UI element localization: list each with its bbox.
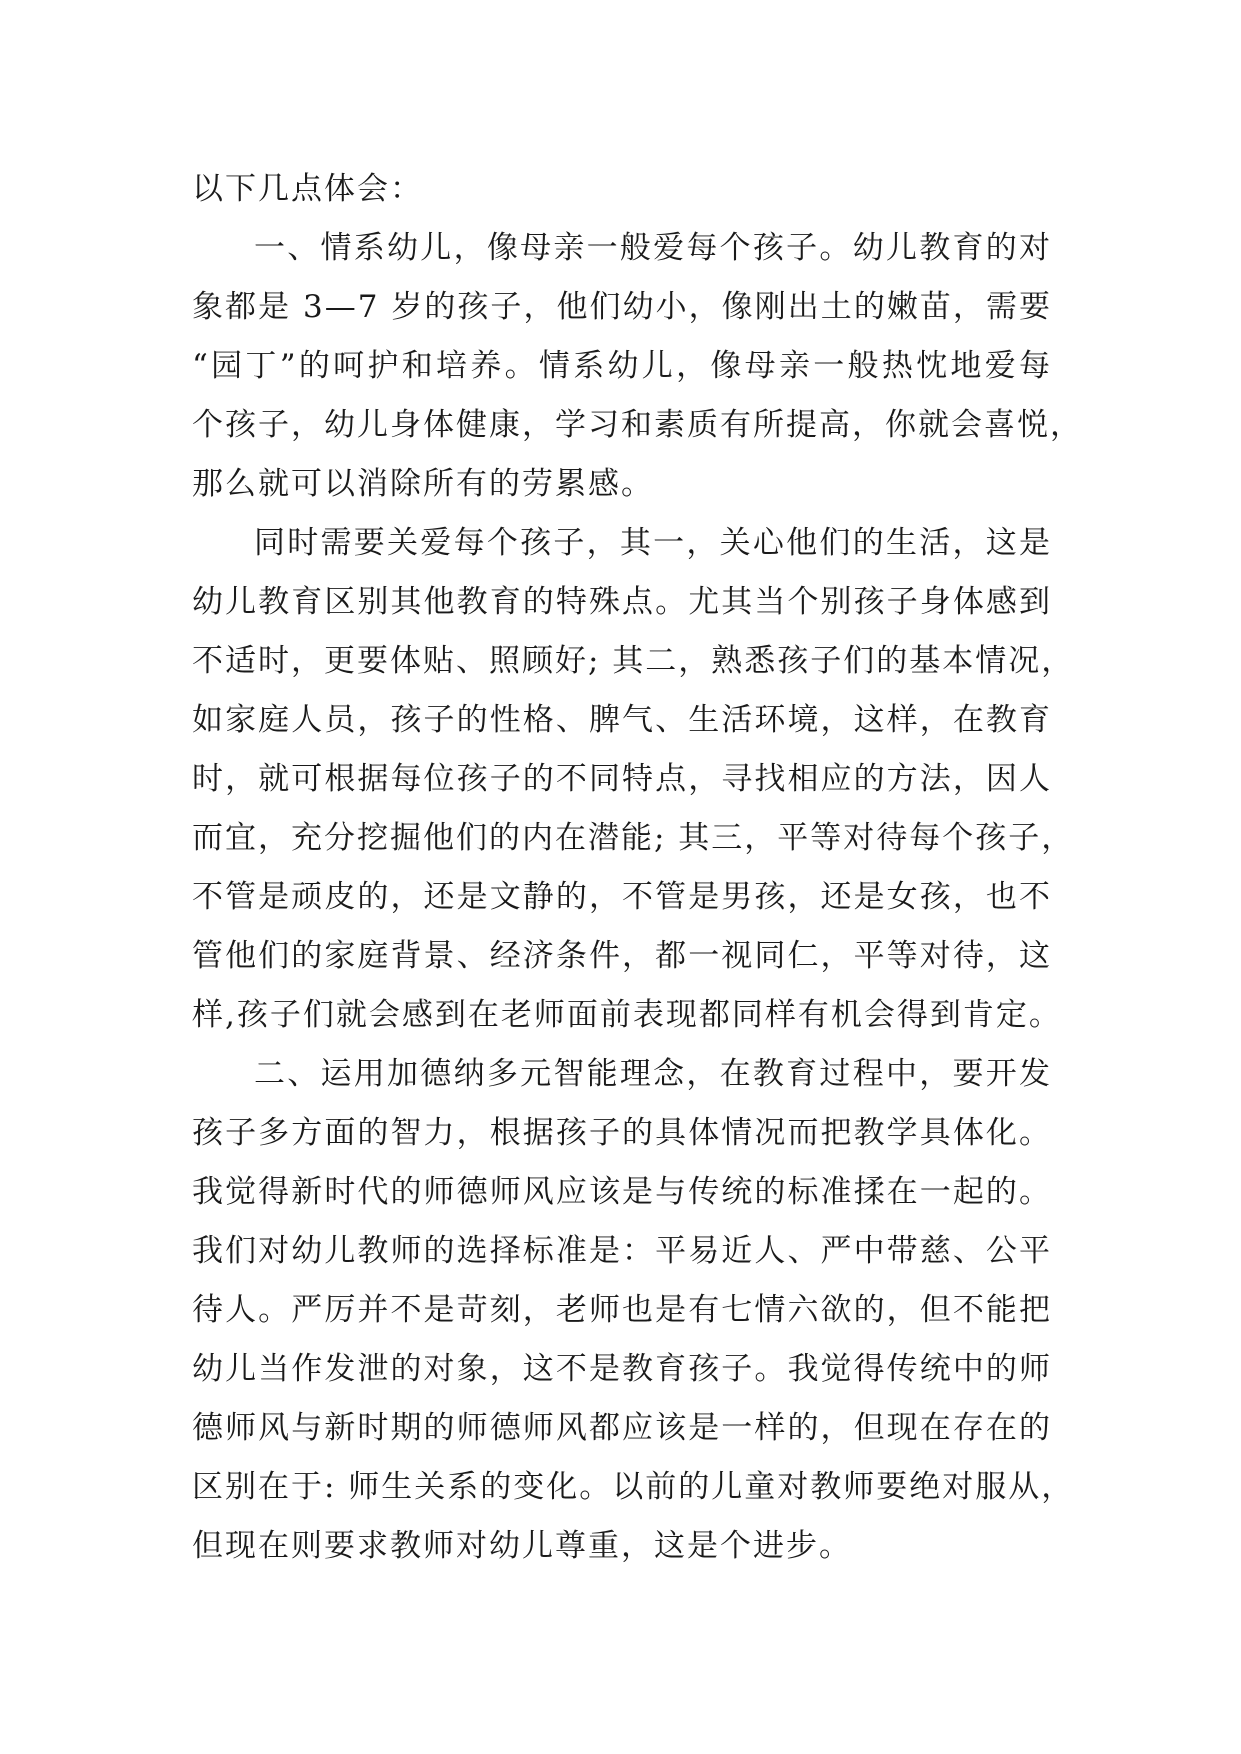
text-line: 孩子多方面的智力，根据孩子的具体情况而把教学具体化。: [192, 1115, 1052, 1151]
paragraph-point-one: [192, 219, 1083, 514]
text-line: 以下几点体会：: [192, 171, 423, 207]
document-page: [192, 160, 1083, 1576]
text-line: 时，就可根据每位孩子的不同特点，寻找相应的方法，因人: [192, 761, 1052, 797]
text-line: 不适时，更要体贴、照顾好; 其二，熟悉孩子们的基本情况，: [192, 643, 1075, 679]
text-line: 如家庭人员，孩子的性格、脾气、生活环境，这样，在教育: [192, 702, 1052, 738]
text-line: 幼儿教育区别其他教育的特殊点。尤其当个别孩子身体感到: [192, 584, 1052, 620]
text-line: 管他们的家庭背景、经济条件，都一视同仁，平等对待，这: [192, 938, 1052, 974]
text-line: 样,孩子们就会感到在老师面前表现都同样有机会得到肯定。: [192, 997, 1062, 1033]
paragraph-intro: [192, 160, 1052, 219]
text-line: 幼儿当作发泄的对象，这不是教育孩子。我觉得传统中的师: [192, 1351, 1052, 1387]
text-line: 但现在则要求教师对幼儿尊重，这是个进步。: [192, 1528, 852, 1564]
text-line: 同时需要关爱每个孩子，其一，关心他们的生活，这是: [254, 525, 1052, 561]
text-line: 个孩子，幼儿身体健康，学习和素质有所提高，你就会喜悦，: [192, 407, 1083, 443]
text-line: 那么就可以消除所有的劳累感。: [192, 466, 654, 502]
text-line: 待人。严厉并不是苛刻，老师也是有七情六欲的，但不能把: [192, 1292, 1052, 1328]
text-line: 德师风与新时期的师德师风都应该是一样的，但现在存在的: [192, 1410, 1052, 1446]
text-line: 区别在于: 师生关系的变化。以前的儿童对教师要绝对服从，: [192, 1469, 1075, 1505]
text-line: 不管是顽皮的，还是文静的，不管是男孩，还是女孩，也不: [192, 879, 1052, 915]
text-line: 二、运用加德纳多元智能理念，在教育过程中，要开发: [254, 1056, 1052, 1092]
text-line: 象都是 3—7 岁的孩子，他们幼小，像刚出土的嫩苗，需要: [192, 289, 1052, 325]
paragraph-care: [192, 514, 1075, 1045]
text-line: 而宜，充分挖掘他们的内在潜能; 其三，平等对待每个孩子，: [192, 820, 1075, 856]
text-line: 一、情系幼儿，像母亲一般爱每个孩子。幼儿教育的对: [254, 230, 1052, 266]
text-line: 我们对幼儿教师的选择标准是：平易近人、严中带慈、公平: [192, 1233, 1052, 1269]
text-line: 我觉得新时代的师德师风应该是与传统的标准揉在一起的。: [192, 1174, 1052, 1210]
paragraph-point-two: [192, 1045, 1075, 1576]
text-line: “园丁”的呵护和培养。情系幼儿，像母亲一般热忱地爱每: [192, 348, 1052, 384]
